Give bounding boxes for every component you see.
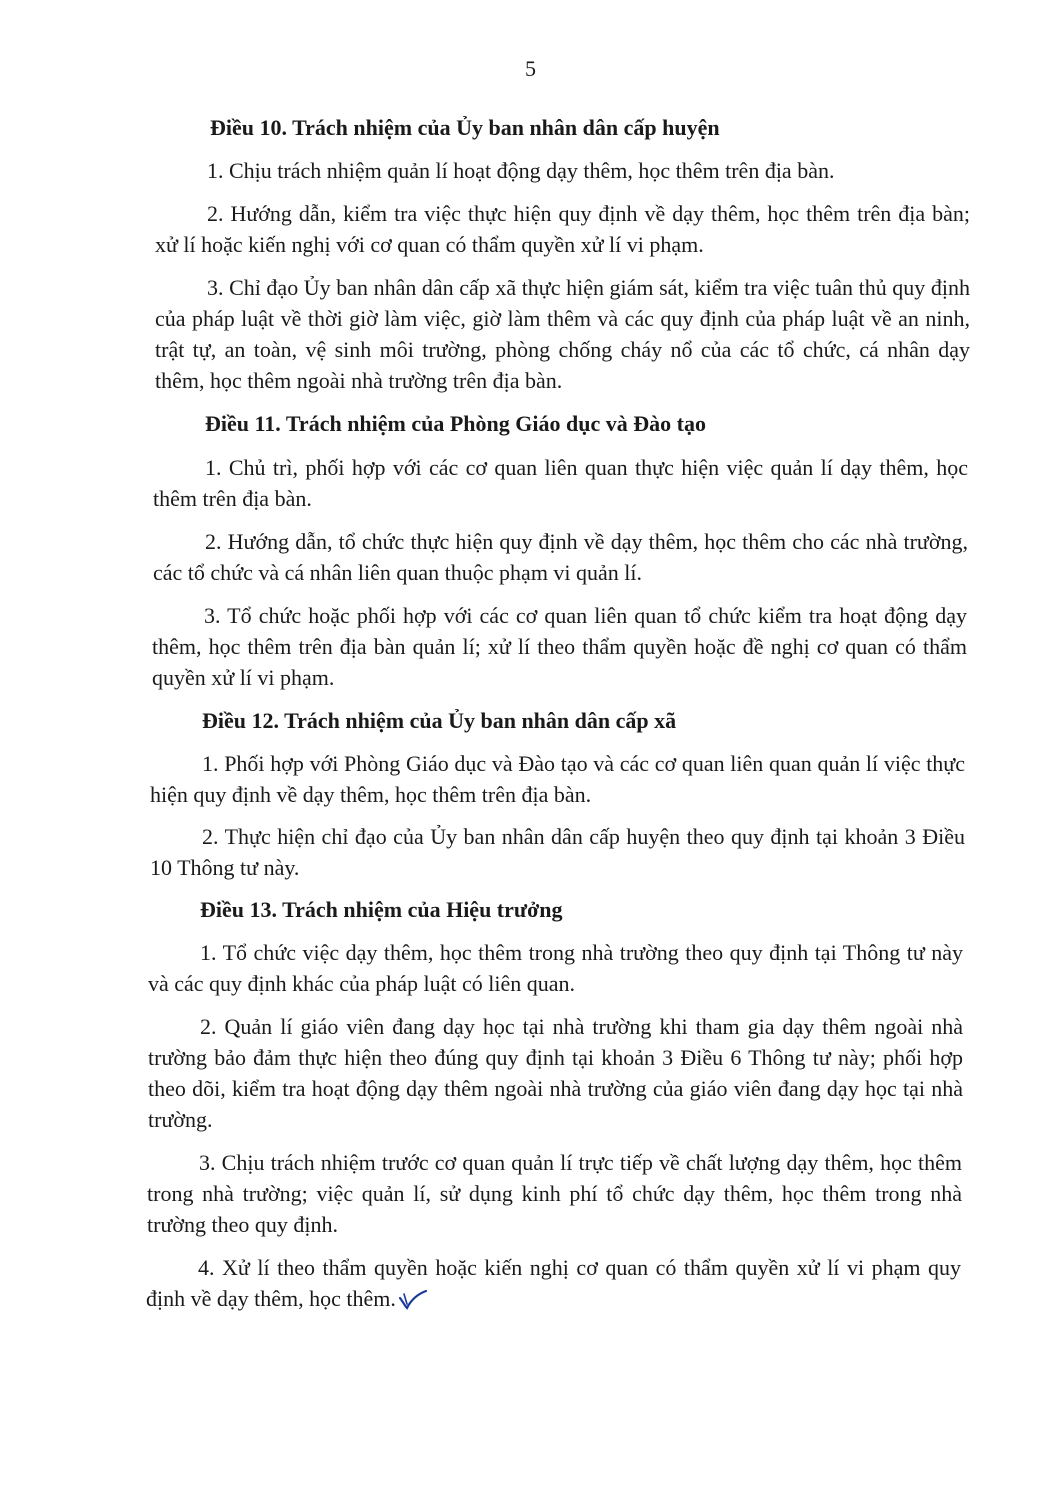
article-10-para-2: 2. Hướng dẫn, kiểm tra việc thực hiện quy định về dạy thêm, học thêm trên địa bàn; xử lí hoặc kiến nghị với cơ quan có thẩm quyền xử lí vi phạm. <box>155 201 970 257</box>
article-12-heading: Điều 12. Trách nhiệm của Ủy ban nhân dân cấp xã <box>202 708 677 733</box>
article-13-para-1: 1. Tổ chức việc dạy thêm, học thêm trong nhà trường theo quy định tại Thông tư này và các quy định khác của pháp luật có liên quan. <box>148 940 963 996</box>
article-10-heading: Điều 10. Trách nhiệm của Ủy ban nhân dân cấp huyện <box>210 115 720 140</box>
article-12-para-1: 1. Phối hợp với Phòng Giáo dục và Đào tạo và các cơ quan liên quan quản lí việc thực hiện quy định về dạy thêm, học thêm trên địa bàn. <box>150 751 965 807</box>
article-13-para-3: 3. Chịu trách nhiệm trước cơ quan quản lí trực tiếp về chất lượng dạy thêm, học thêm trong nhà trường; việc quản lí, sử dụng kinh phí tổ chức dạy thêm, học thêm trong nhà trường theo quy định. <box>147 1150 962 1237</box>
article-10-para-3: 3. Chỉ đạo Ủy ban nhân dân cấp xã thực hiện giám sát, kiểm tra việc tuân thủ quy định của pháp luật về thời giờ làm việc, giờ làm thêm và các quy định của pháp luật về an ninh, trật tự, an toàn, vệ sinh môi trường, phòng chống cháy nổ của các tổ chức, cá nhân dạy thêm, học thêm ngoài nhà trường trên địa bàn. <box>155 275 970 393</box>
article-13-para-2: 2. Quản lí giáo viên đang dạy học tại nhà trường khi tham gia dạy thêm ngoài nhà trường bảo đảm thực hiện theo đúng quy định tại khoản 3 Điều 6 Thông tư này; phối hợp theo dõi, kiểm tra hoạt động dạy thêm ngoài nhà trường của giáo viên đang dạy học tại nhà trường. <box>148 1014 963 1132</box>
page-number: 5 <box>525 56 536 81</box>
article-11-heading: Điều 11. Trách nhiệm của Phòng Giáo dục và Đào tạo <box>205 411 706 436</box>
article-12-para-2: 2. Thực hiện chỉ đạo của Ủy ban nhân dân cấp huyện theo quy định tại khoản 3 Điều 10 Thông tư này. <box>150 824 965 880</box>
article-13-para-4-text: 4. Xử lí theo thẩm quyền hoặc kiến nghị cơ quan có thẩm quyền xử lí vi phạm quy định về dạy thêm, học thêm. <box>146 1255 961 1311</box>
article-11-para-2: 2. Hướng dẫn, tổ chức thực hiện quy định về dạy thêm, học thêm cho các nhà trường, các tổ chức và cá nhân liên quan thuộc phạm vi quản lí. <box>153 529 968 585</box>
article-11-para-1: 1. Chủ trì, phối hợp với các cơ quan liên quan thực hiện việc quản lí dạy thêm, học thêm trên địa bàn. <box>153 455 968 511</box>
article-13-para-4 <box>146 1252 961 1314</box>
article-10-para-1: 1. Chịu trách nhiệm quản lí hoạt động dạy thêm, học thêm trên địa bàn. <box>207 158 835 183</box>
initial-checkmark-icon <box>398 1288 428 1310</box>
article-13-heading: Điều 13. Trách nhiệm của Hiệu trưởng <box>200 897 563 922</box>
article-11-para-3: 3. Tổ chức hoặc phối hợp với các cơ quan liên quan tổ chức kiểm tra hoạt động dạy thêm, học thêm trên địa bàn quản lí; xử lí theo thẩm quyền hoặc đề nghị cơ quan có thẩm quyền xử lí vi phạm. <box>152 603 967 690</box>
